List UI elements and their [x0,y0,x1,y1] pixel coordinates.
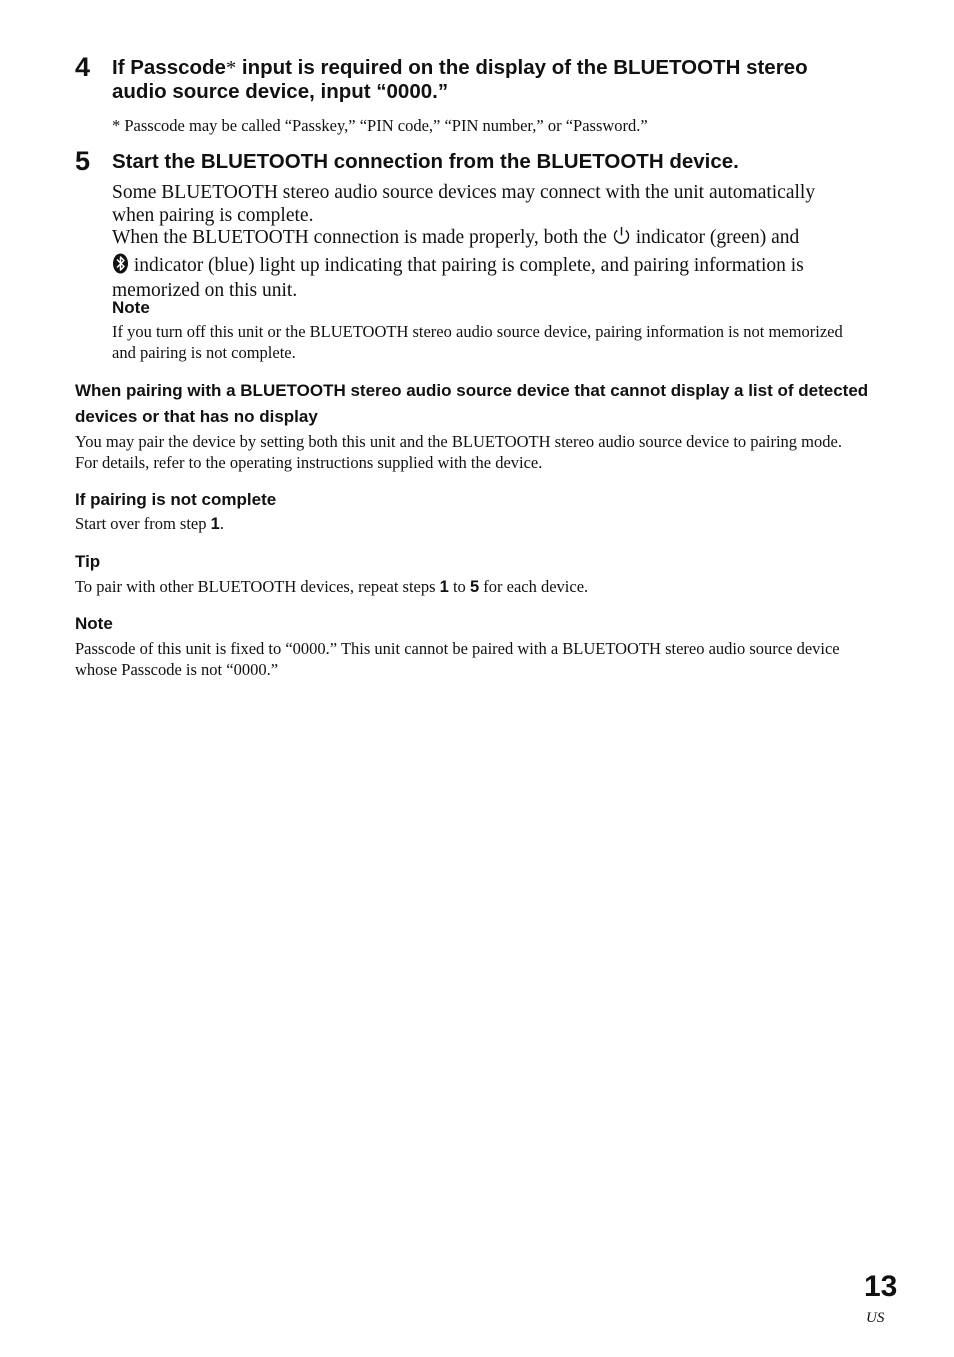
tip-text-part1: To pair with other BLUETOOTH devices, repeat steps [75,577,440,596]
power-icon [612,226,631,253]
step-reference: 1 [210,515,220,533]
tip-text-part3: for each device. [479,577,589,596]
step-5-note-text: If you turn off this unit or the BLUETOOTH stereo audio source device, pairing information is not memorized and pairing is not complete. [112,322,843,362]
tip-heading: Tip [75,552,101,571]
step-5-paragraph-2-part3: indicator (blue) light up indicating that pairing is complete, and pairing information is memorized on this unit. [112,254,804,301]
not-complete-text-part1: Start over from step [75,514,211,533]
not-complete-text-part2: . [219,514,224,533]
not-complete-heading: If pairing is not complete [75,490,277,509]
step-5-paragraph-2 [112,226,862,303]
step-4-number: 4 [75,52,91,82]
not-complete-text [75,513,865,535]
tip-step-ref-1: 1 [439,578,449,596]
step-5-title: Start the BLUETOOTH connection from the BLUETOOTH device. [112,150,739,173]
step-5-number: 5 [75,146,91,176]
page-number: 13 [864,1270,898,1303]
page-region-code: US [866,1310,885,1326]
no-display-text: You may pair the device by setting both this unit and the BLUETOOTH stereo audio source device to pairing mode. For details, refer to the operating instructions supplied with the device. [75,432,842,472]
step-5-paragraph-2-part1: When the BLUETOOTH connection is made properly, both the [112,227,612,248]
step-5-paragraph-1: Some BLUETOOTH stereo audio source devices may connect with the unit automatically when pairing is complete. [112,182,816,226]
step-4-title-part2: input is required on the display of the BLUETOOTH stereo audio source device, input “0000.” [112,56,808,103]
step-4-title-part1: If Passcode [112,56,226,79]
step-4-title-star: * [225,57,237,79]
note-heading: Note [75,614,113,633]
bluetooth-icon [112,253,129,281]
step-5-note-heading: Note [112,298,150,317]
tip-text [75,576,865,598]
tip-step-ref-5: 5 [469,578,480,596]
passcode-footnote: * Passcode may be called “Passkey,” “PIN code,” “PIN number,” or “Password.” [112,116,648,135]
no-display-heading: When pairing with a BLUETOOTH stereo audio source device that cannot display a list of detected devices or that has no display [75,381,869,426]
tip-text-part2: to [448,577,470,596]
note-text: Passcode of this unit is fixed to “0000.” This unit cannot be paired with a BLUETOOTH stereo audio source device whose Passcode is not “0000.” [75,639,840,679]
step-4-title [112,56,852,104]
step-5-paragraph-2-part2: indicator (green) and [630,227,800,248]
